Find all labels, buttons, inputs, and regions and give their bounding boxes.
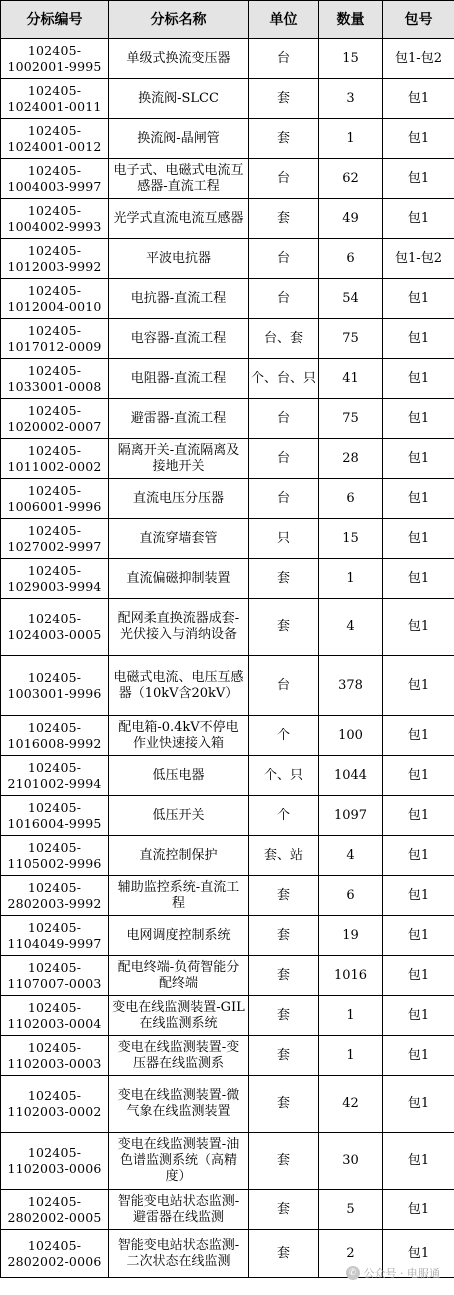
table-row xyxy=(1,519,454,559)
cell-package: 包1-包2 xyxy=(383,39,454,79)
cell-quantity: 62 xyxy=(319,159,383,199)
cell-name: 智能变电站状态监测-避雷器在线监测 xyxy=(109,1190,249,1230)
cell-code: 102405-1017012-0009 xyxy=(1,319,109,359)
cell-quantity: 6 xyxy=(319,876,383,916)
cell-quantity: 5 xyxy=(319,1190,383,1230)
cell-package: 包1 xyxy=(383,836,454,876)
cell-unit: 套 xyxy=(249,119,319,159)
cell-name: 电容器-直流工程 xyxy=(109,319,249,359)
cell-code: 102405-1012003-9992 xyxy=(1,239,109,279)
cell-quantity: 4 xyxy=(319,836,383,876)
cell-quantity: 19 xyxy=(319,916,383,956)
cell-name: 电磁式电流、电压互感器（10kV含20kV） xyxy=(109,656,249,716)
cell-code: 102405-2802002-0005 xyxy=(1,1190,109,1230)
cell-quantity: 54 xyxy=(319,279,383,319)
cell-quantity: 1 xyxy=(319,559,383,599)
table-row xyxy=(1,1076,454,1133)
cell-name: 智能变电站状态监测-二次状态在线监测 xyxy=(109,1230,249,1278)
table-row xyxy=(1,239,454,279)
cell-name: 单级式换流变压器 xyxy=(109,39,249,79)
cell-unit: 套 xyxy=(249,916,319,956)
cell-quantity: 15 xyxy=(319,39,383,79)
cell-name: 变电在线监测装置-变压器在线监测系 xyxy=(109,1036,249,1076)
cell-package: 包1 xyxy=(383,519,454,559)
cell-unit: 套 xyxy=(249,1133,319,1190)
cell-code: 102405-2802002-0006 xyxy=(1,1230,109,1278)
cell-unit: 套 xyxy=(249,559,319,599)
cell-unit: 套 xyxy=(249,1036,319,1076)
table-row xyxy=(1,479,454,519)
table-row xyxy=(1,119,454,159)
cell-name: 配电终端-负荷智能分配终端 xyxy=(109,956,249,996)
cell-name: 电抗器-直流工程 xyxy=(109,279,249,319)
cell-unit: 台 xyxy=(249,399,319,439)
cell-quantity: 1016 xyxy=(319,956,383,996)
cell-code: 102405-1011002-0002 xyxy=(1,439,109,479)
cell-package: 包1 xyxy=(383,796,454,836)
cell-package: 包1 xyxy=(383,319,454,359)
header-name: 分标名称 xyxy=(109,1,249,39)
cell-unit: 台 xyxy=(249,239,319,279)
cell-package: 包1 xyxy=(383,479,454,519)
cell-unit: 台 xyxy=(249,439,319,479)
cell-name: 配电箱-0.4kV不停电作业快速接入箱 xyxy=(109,716,249,756)
cell-code: 102405-1102003-0006 xyxy=(1,1133,109,1190)
cell-package: 包1 xyxy=(383,79,454,119)
cell-code: 102405-1024001-0011 xyxy=(1,79,109,119)
cell-unit: 套 xyxy=(249,996,319,1036)
cell-unit: 台 xyxy=(249,656,319,716)
cell-package: 包1 xyxy=(383,956,454,996)
cell-name: 直流控制保护 xyxy=(109,836,249,876)
table-row xyxy=(1,1133,454,1190)
cell-name: 直流穿墙套管 xyxy=(109,519,249,559)
cell-package: 包1 xyxy=(383,1190,454,1230)
cell-quantity: 30 xyxy=(319,1133,383,1190)
header-unit: 单位 xyxy=(249,1,319,39)
cell-code: 102405-1024003-0005 xyxy=(1,599,109,656)
cell-unit: 个 xyxy=(249,796,319,836)
cell-quantity: 15 xyxy=(319,519,383,559)
table-row xyxy=(1,439,454,479)
cell-package: 包1 xyxy=(383,876,454,916)
watermark xyxy=(346,1265,441,1281)
cell-name: 换流阀-晶闸管 xyxy=(109,119,249,159)
header-quantity: 数量 xyxy=(319,1,383,39)
cell-unit: 只 xyxy=(249,519,319,559)
cell-quantity: 3 xyxy=(319,79,383,119)
cell-unit: 套 xyxy=(249,1190,319,1230)
cell-quantity: 2 xyxy=(319,1230,383,1278)
cell-package: 包1 xyxy=(383,119,454,159)
cell-package: 包1-包2 xyxy=(383,239,454,279)
cell-quantity: 41 xyxy=(319,359,383,399)
cell-quantity: 6 xyxy=(319,479,383,519)
cell-package: 包1 xyxy=(383,996,454,1036)
cell-code: 102405-1003001-9996 xyxy=(1,656,109,716)
cell-quantity: 4 xyxy=(319,599,383,656)
table-row xyxy=(1,756,454,796)
cell-code: 102405-1102003-0004 xyxy=(1,996,109,1036)
cell-code: 102405-1004003-9997 xyxy=(1,159,109,199)
cell-unit: 台 xyxy=(249,159,319,199)
cell-name: 变电在线监测装置-GIL在线监测系统 xyxy=(109,996,249,1036)
table-row xyxy=(1,359,454,399)
cell-name: 电阻器-直流工程 xyxy=(109,359,249,399)
cell-unit: 台 xyxy=(249,39,319,79)
cell-code: 102405-1027002-9997 xyxy=(1,519,109,559)
cell-name: 辅助监控系统-直流工程 xyxy=(109,876,249,916)
cell-code: 102405-1102003-0002 xyxy=(1,1076,109,1133)
cell-quantity: 378 xyxy=(319,656,383,716)
cell-unit: 套 xyxy=(249,199,319,239)
cell-unit: 套 xyxy=(249,79,319,119)
table-row xyxy=(1,836,454,876)
cell-unit: 套 xyxy=(249,599,319,656)
table-row xyxy=(1,656,454,716)
watermark-text: 公众号 · 电服通 xyxy=(363,1267,440,1280)
table-header-row xyxy=(1,1,454,39)
table-row xyxy=(1,39,454,79)
cell-unit: 台 xyxy=(249,279,319,319)
table-row xyxy=(1,876,454,916)
cell-package: 包1 xyxy=(383,439,454,479)
cell-name: 直流偏磁抑制装置 xyxy=(109,559,249,599)
cell-package: 包1 xyxy=(383,656,454,716)
header-code: 分标编号 xyxy=(1,1,109,39)
cell-name: 电网调度控制系统 xyxy=(109,916,249,956)
cell-unit: 套、站 xyxy=(249,836,319,876)
cell-package: 包1 xyxy=(383,916,454,956)
cell-name: 低压电器 xyxy=(109,756,249,796)
cell-name: 直流电压分压器 xyxy=(109,479,249,519)
cell-code: 102405-1102003-0003 xyxy=(1,1036,109,1076)
cell-package: 包1 xyxy=(383,199,454,239)
cell-package: 包1 xyxy=(383,599,454,656)
cell-quantity: 75 xyxy=(319,399,383,439)
cell-name: 电子式、电磁式电流互感器-直流工程 xyxy=(109,159,249,199)
cell-quantity: 6 xyxy=(319,239,383,279)
cell-code: 102405-2101002-9994 xyxy=(1,756,109,796)
cell-package: 包1 xyxy=(383,756,454,796)
cell-quantity: 1097 xyxy=(319,796,383,836)
cell-name: 换流阀-SLCC xyxy=(109,79,249,119)
table-row xyxy=(1,319,454,359)
header-package: 包号 xyxy=(383,1,454,39)
cell-package: 包1 xyxy=(383,159,454,199)
cell-quantity: 100 xyxy=(319,716,383,756)
cell-quantity: 1 xyxy=(319,119,383,159)
cell-package: 包1 xyxy=(383,1133,454,1190)
cell-quantity: 1 xyxy=(319,1036,383,1076)
cell-name: 低压开关 xyxy=(109,796,249,836)
cell-unit: 个、台、只 xyxy=(249,359,319,399)
cell-name: 配网柔直换流器成套-光伏接入与消纳设备 xyxy=(109,599,249,656)
table-row xyxy=(1,716,454,756)
cell-code: 102405-1006001-9996 xyxy=(1,479,109,519)
cell-name: 隔离开关-直流隔离及接地开关 xyxy=(109,439,249,479)
cell-unit: 台、套 xyxy=(249,319,319,359)
table-row xyxy=(1,399,454,439)
cell-code: 102405-1016004-9995 xyxy=(1,796,109,836)
cell-name: 变电在线监测装置-油色谱监测系统（高精度） xyxy=(109,1133,249,1190)
table-row xyxy=(1,1036,454,1076)
cell-package: 包1 xyxy=(383,716,454,756)
table-row xyxy=(1,916,454,956)
table-row xyxy=(1,796,454,836)
cell-code: 102405-1002001-9995 xyxy=(1,39,109,79)
cell-unit: 个、只 xyxy=(249,756,319,796)
cell-unit: 台 xyxy=(249,479,319,519)
cell-unit: 套 xyxy=(249,956,319,996)
table-row xyxy=(1,279,454,319)
table-row xyxy=(1,559,454,599)
cell-quantity: 1 xyxy=(319,996,383,1036)
cell-name: 变电在线监测装置-微气象在线监测装置 xyxy=(109,1076,249,1133)
cell-package: 包1 xyxy=(383,399,454,439)
table-row xyxy=(1,956,454,996)
cell-code: 102405-1105002-9996 xyxy=(1,836,109,876)
cell-quantity: 75 xyxy=(319,319,383,359)
cell-package: 包1 xyxy=(383,279,454,319)
cell-code: 102405-1104049-9997 xyxy=(1,916,109,956)
cell-code: 102405-1029003-9994 xyxy=(1,559,109,599)
table-row xyxy=(1,159,454,199)
cell-package: 包1 xyxy=(383,1036,454,1076)
cell-unit: 套 xyxy=(249,1076,319,1133)
cell-quantity: 49 xyxy=(319,199,383,239)
cell-name: 光学式直流电流互感器 xyxy=(109,199,249,239)
cell-package: 包1 xyxy=(383,1230,454,1278)
cell-name: 避雷器-直流工程 xyxy=(109,399,249,439)
cell-code: 102405-2802003-9992 xyxy=(1,876,109,916)
cell-unit: 个 xyxy=(249,716,319,756)
cell-package: 包1 xyxy=(383,559,454,599)
cell-package: 包1 xyxy=(383,359,454,399)
cell-quantity: 1044 xyxy=(319,756,383,796)
table-row xyxy=(1,599,454,656)
cell-code: 102405-1020002-0007 xyxy=(1,399,109,439)
cell-package: 包1 xyxy=(383,1076,454,1133)
table-row xyxy=(1,199,454,239)
table-row xyxy=(1,79,454,119)
cell-code: 102405-1024001-0012 xyxy=(1,119,109,159)
cell-quantity: 42 xyxy=(319,1076,383,1133)
cell-name: 平波电抗器 xyxy=(109,239,249,279)
cell-code: 102405-1004002-9993 xyxy=(1,199,109,239)
cell-code: 102405-1016008-9992 xyxy=(1,716,109,756)
cell-code: 102405-1033001-0008 xyxy=(1,359,109,399)
cell-unit: 套 xyxy=(249,1230,319,1278)
cell-code: 102405-1012004-0010 xyxy=(1,279,109,319)
cell-unit: 套 xyxy=(249,876,319,916)
wechat-icon: ✆ xyxy=(346,1266,360,1280)
table-row xyxy=(1,996,454,1036)
table-row xyxy=(1,1190,454,1230)
cell-code: 102405-1107007-0003 xyxy=(1,956,109,996)
cell-quantity: 28 xyxy=(319,439,383,479)
